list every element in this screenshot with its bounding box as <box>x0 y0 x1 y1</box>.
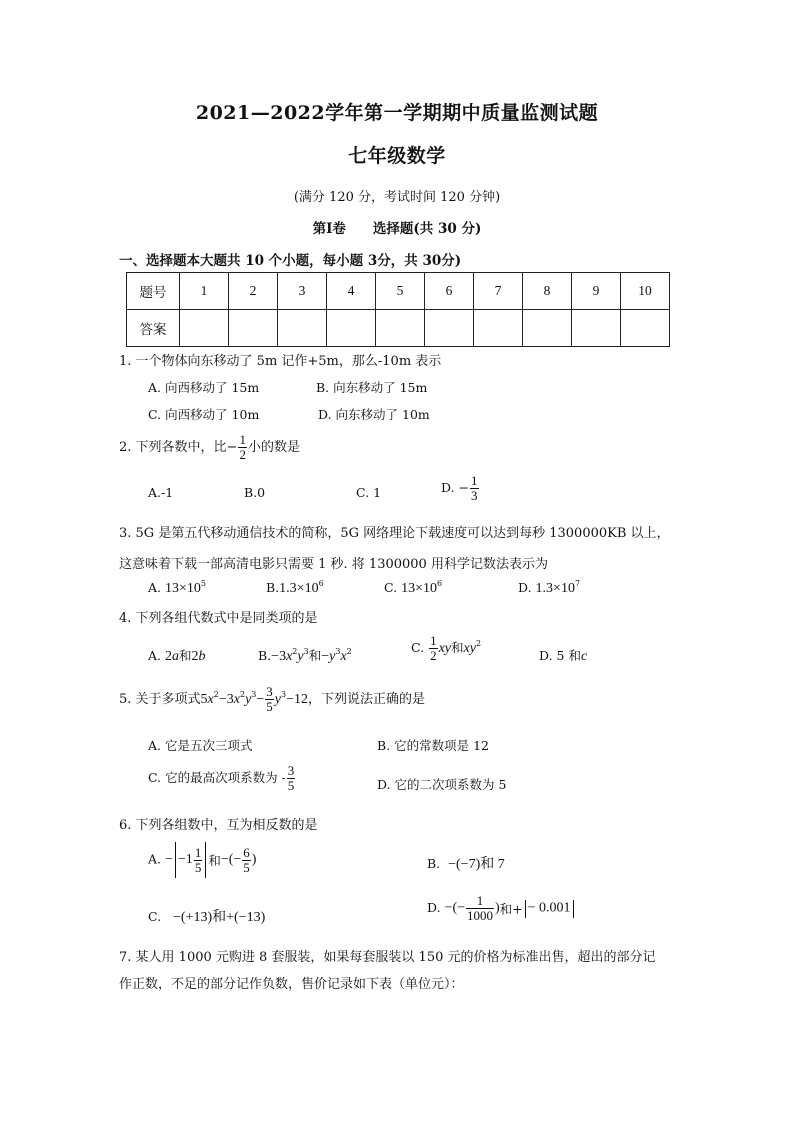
q4-c-and: 和 <box>451 640 464 655</box>
question-number-cell: 4 <box>327 273 376 310</box>
question-1-stem: 1. 一个物体向东移动了 5m 记作+5m，那么-10m 表示 <box>119 354 442 369</box>
answer-table <box>126 272 670 347</box>
answer-cell[interactable] <box>278 310 327 347</box>
q2-d-fraction <box>470 474 479 503</box>
q3-a-exponent: 5 <box>200 579 206 588</box>
q2-option-a: A.-1 <box>148 485 174 500</box>
q1-option-d: D. 向东移动了 10m <box>318 407 430 422</box>
q3-c-label: C. <box>384 580 398 595</box>
q6-a-fraction-2: $\frac{6}{5}$ <box>243 844 250 875</box>
abs-bar-right <box>573 900 574 918</box>
subject-title: 七年级数学 <box>348 145 446 167</box>
question-number-cell: 10 <box>621 273 670 310</box>
table-header-cell: 答案 <box>127 310 180 347</box>
question-number-cell: 5 <box>376 273 425 310</box>
question-number-cell: 3 <box>278 273 327 310</box>
q2-stem-suffix: 小的数是 <box>247 440 300 455</box>
exam-title: 2021—2022学年第一学期期中质量监测试题 <box>195 102 599 124</box>
answer-cell[interactable] <box>572 310 621 347</box>
answer-cell[interactable] <box>376 310 425 347</box>
question-4-stem: 4. 下列各组代数式中是同类项的是 <box>119 611 318 626</box>
q5-option-a: A. 它是五次三项式 <box>148 738 253 753</box>
q4-option-c: C. $\frac{1}{2}$ xy和$xy^2$ <box>411 633 482 663</box>
question-6-stem: 6. 下列各组数中，互为相反数的是 <box>119 818 318 833</box>
q6-option-b <box>427 853 505 873</box>
q1-option-a: A. 向西移动了 15m <box>148 380 260 395</box>
q3-b-label: B. <box>266 580 280 595</box>
q5-c-denominator: 5 <box>287 778 295 793</box>
answer-cell[interactable] <box>327 310 376 347</box>
q3-option-c <box>384 580 442 597</box>
q2-option-b: B.0 <box>244 485 266 500</box>
question-number-cell: 1 <box>180 273 229 310</box>
q1-option-c: C. 向西移动了 10m <box>148 407 260 422</box>
q5-stem-suffix: ，下列说法正确的是 <box>308 692 426 707</box>
q3-d-label: D. <box>518 580 532 595</box>
q4-d-label: D. <box>539 648 553 663</box>
q4-b-and: 和 <box>308 648 322 663</box>
q5-c-numerator: 3 <box>287 763 295 778</box>
q2-stem-prefix: 2. 下列各数中，比− <box>119 440 238 455</box>
q6-c-label: C. <box>148 909 162 924</box>
q2-frac-numerator: 1 <box>239 432 246 447</box>
q6-c-text: −(+13)和+(−13) <box>173 910 266 925</box>
q6-d-fraction: $\frac{1}{1000}$ <box>467 893 493 923</box>
q6-option-c <box>148 906 265 926</box>
q6-a-fraction: $\frac{1}{5}$ <box>194 844 202 875</box>
question-5-stem: 5. 关于多项式$5x^2-3x^2y^3-$ $\frac{3}{5}$ $y^3-12$，下列说法正确的是 <box>119 684 426 714</box>
abs-bar-right <box>205 842 206 878</box>
table-row <box>127 273 670 310</box>
q2-option-d <box>441 474 480 503</box>
q3-option-b <box>266 580 324 597</box>
q6-a-label: A. <box>148 851 162 867</box>
q2-fraction <box>238 433 247 462</box>
q1-option-b: B. 向东移动了 15m <box>316 380 428 395</box>
abs-bar-left <box>525 900 526 918</box>
q3-a-base: 13×10 <box>165 581 201 596</box>
q3-c-base: 13×10 <box>401 581 437 596</box>
answer-cell[interactable] <box>180 310 229 347</box>
q4-a-and: 和 <box>179 648 192 663</box>
q5-c-fraction <box>287 764 296 793</box>
q5-c-prefix: C. 它的最高次项系数为 - <box>148 770 286 785</box>
q3-b-exponent: 6 <box>318 579 324 588</box>
section-heading: 一、选择题本大题共 10 个小题，每小题 3分，共 30分) <box>119 253 462 269</box>
q4-c-label: C. <box>411 640 425 655</box>
q4-c-fraction: $\frac{1}{2}$ <box>430 633 437 663</box>
q5-stem-prefix: 5. 关于多项式 <box>119 692 201 707</box>
q2-d-denominator: 3 <box>471 488 478 503</box>
q5-fraction: $\frac{3}{5}$ <box>266 684 273 714</box>
q3-b-base: 1.3×10 <box>279 581 319 596</box>
q6-d-value: − 0.001 <box>527 900 571 916</box>
q4-option-b: $B.-3x^2y^3$和$-y^3x^2$ <box>258 647 352 664</box>
q6-b-label: B. <box>427 856 441 871</box>
exam-info: (满分 120 分，考试时间 120 分钟) <box>293 190 501 205</box>
question-3-line2: 这意味着下载一部高清电影只需要 1 秒. 将 1300000 用科学记数法表示为 <box>119 557 548 572</box>
q3-d-base: 1.3×10 <box>535 581 575 596</box>
q2-option-c: C. 1 <box>356 485 382 500</box>
q6-d-and: 和+ <box>499 901 523 917</box>
question-2-stem <box>119 433 300 462</box>
q2-frac-denominator: 2 <box>239 447 246 462</box>
answer-cell[interactable] <box>474 310 523 347</box>
q6-b-text: −(−7)和 7 <box>448 857 505 872</box>
q5-option-b: B. 它的常数项是 12 <box>377 738 490 753</box>
q6-d-label: D. <box>427 900 441 915</box>
q5-option-c <box>148 764 296 793</box>
question-number-cell: 2 <box>229 273 278 310</box>
q4-a-label: A. <box>148 648 162 663</box>
question-3-line1: 3. 5G 是第五代移动通信技术的简称，5G 网络理论下载速度可以达到每秒 1300000KB 以上， <box>119 526 670 541</box>
volume-heading: 第Ⅰ卷 选择题(共 30 分) <box>312 221 482 237</box>
q4-b-label: B. <box>258 648 272 663</box>
question-number-cell: 9 <box>572 273 621 310</box>
answer-cell[interactable] <box>425 310 474 347</box>
q4-option-d: D. 5 和c <box>539 648 588 664</box>
q6-option-d: D. −(− $\frac{1}{1000}$ )和+ − 0.001 <box>427 894 576 923</box>
q3-option-d <box>518 580 580 597</box>
table-row <box>127 310 670 347</box>
answer-cell[interactable] <box>523 310 572 347</box>
q2-d-prefix: D. − <box>441 480 469 495</box>
q5-option-d: D. 它的二次项系数为 5 <box>377 777 507 792</box>
q3-d-exponent: 7 <box>574 579 581 588</box>
question-7-line2: 作正数，不足的部分记作负数，售价记录如下表（单位元）： <box>119 977 464 992</box>
q4-d-text: 5 和 <box>556 648 581 663</box>
q3-option-a <box>148 580 206 597</box>
answer-cell[interactable] <box>621 310 670 347</box>
q4-option-a: A. 2a和2b <box>148 648 206 664</box>
abs-bar-left <box>175 842 176 878</box>
question-number-cell: 7 <box>474 273 523 310</box>
question-7-line1: 7. 某人用 1000 元购进 8 套服装，如果每套服装以 150 元的价格为标准出售，超出的部分记 <box>119 950 656 965</box>
q3-c-exponent: 6 <box>436 579 443 588</box>
table-header-cell: 题号 <box>127 273 180 310</box>
q2-d-numerator: 1 <box>471 473 478 488</box>
q6-option-a: A. − −1 $\frac{1}{5}$ 和−(− $\frac{6}{5}$ ) <box>148 842 256 878</box>
q3-a-label: A. <box>148 580 162 595</box>
answer-cell[interactable] <box>229 310 278 347</box>
question-number-cell: 8 <box>523 273 572 310</box>
q6-a-and: 和 <box>208 853 221 868</box>
question-number-cell: 6 <box>425 273 474 310</box>
